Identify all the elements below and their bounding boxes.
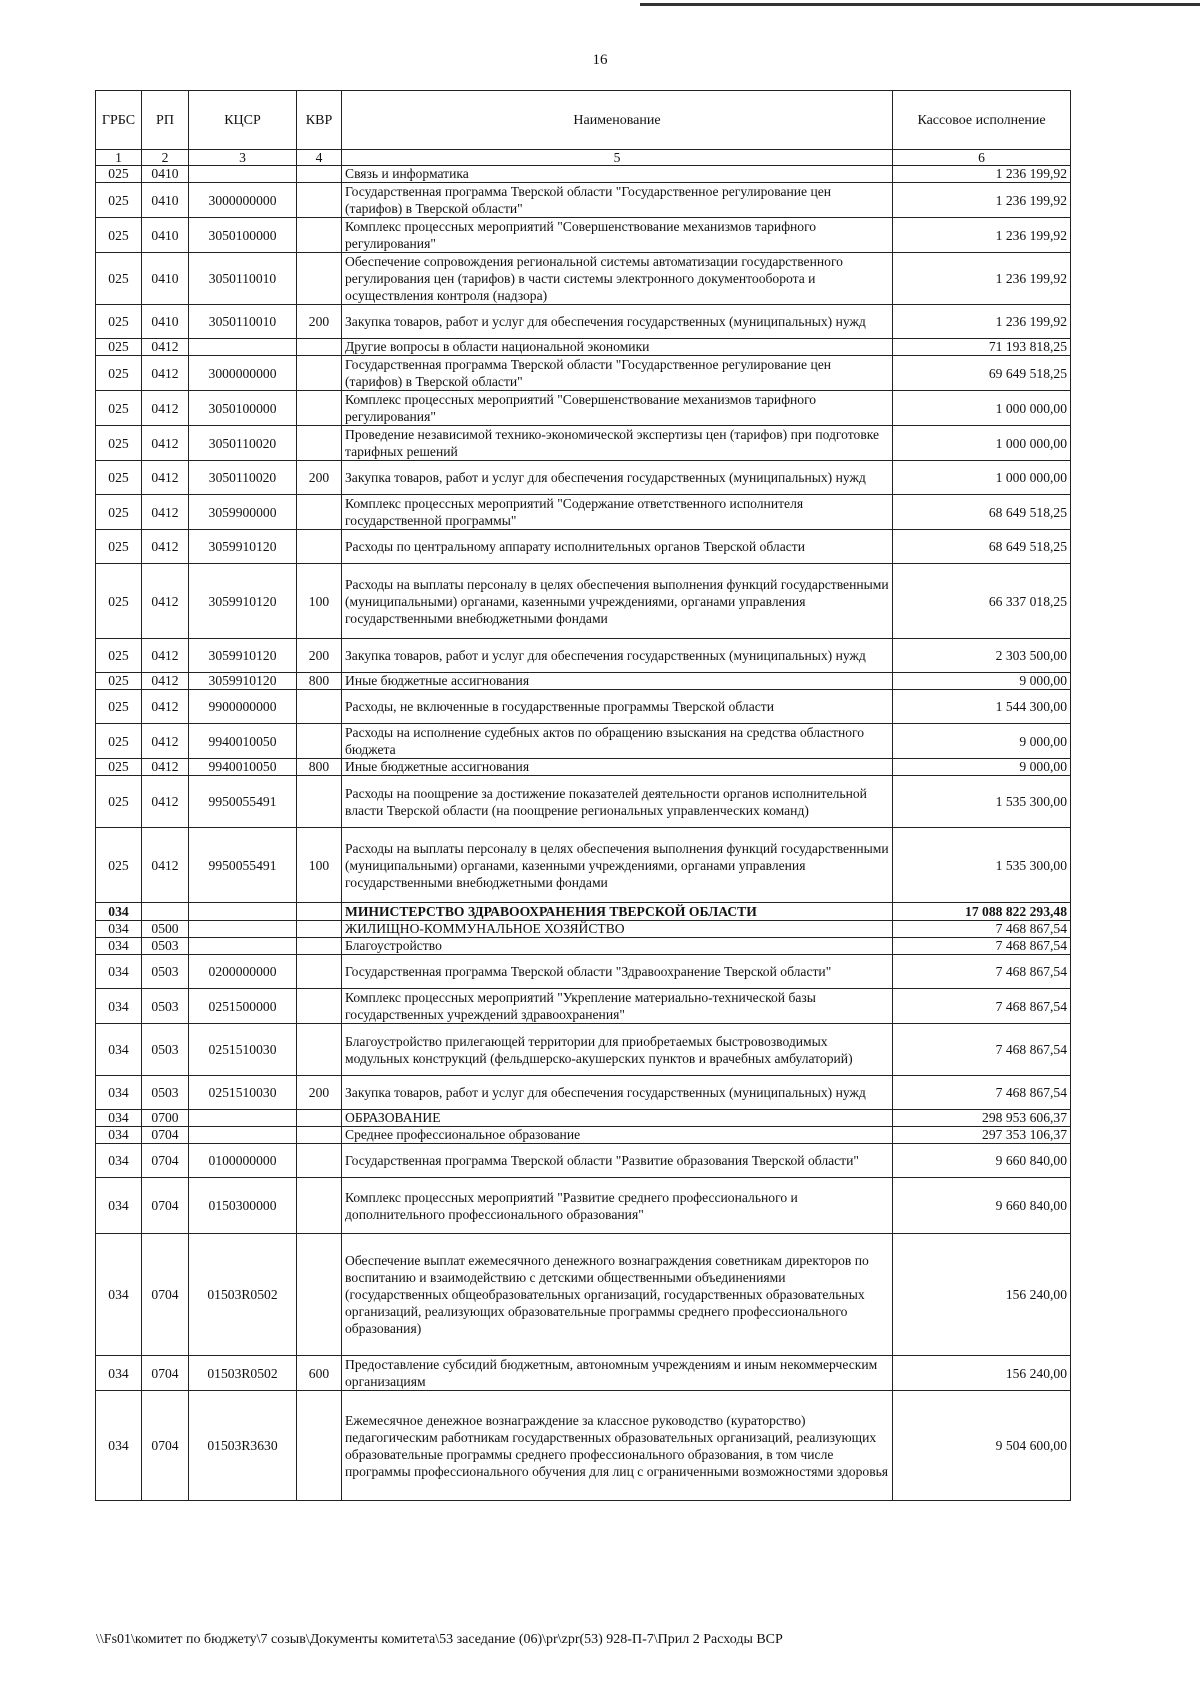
amount-cell: 1 535 300,00 (893, 828, 1071, 903)
rp-cell: 0412 (142, 426, 189, 461)
amount-cell: 2 303 500,00 (893, 639, 1071, 673)
amount-cell: 7 468 867,54 (893, 1076, 1071, 1110)
ppp-cell: 025 (96, 690, 142, 724)
column-header-name: Наименование (342, 91, 893, 150)
amount-cell: 1 535 300,00 (893, 776, 1071, 828)
kvr-cell (297, 989, 342, 1024)
name-cell: Расходы на исполнение судебных актов по обращению взыскания на средства областного бюджета (342, 724, 893, 759)
name-cell: Предоставление субсидий бюджетным, автономным учреждениям и иным некоммерческим организациям (342, 1356, 893, 1391)
name-cell: Государственная программа Тверской области "Развитие образования Тверской области" (342, 1144, 893, 1178)
amount-cell: 7 468 867,54 (893, 938, 1071, 955)
ppp-cell: 034 (96, 989, 142, 1024)
name-cell: Комплекс процессных мероприятий "Развитие среднего профессионального и дополнительного профессионального образования" (342, 1178, 893, 1234)
kvr-cell (297, 690, 342, 724)
table-row (96, 461, 1071, 495)
rp-cell: 0704 (142, 1178, 189, 1234)
column-number: 4 (297, 150, 342, 166)
name-cell: Расходы на поощрение за достижение показателей деятельности органов исполнительной власти Тверской области (на поощрение региональных управленческих команд) (342, 776, 893, 828)
amount-cell: 1 000 000,00 (893, 461, 1071, 495)
table-row (96, 183, 1071, 218)
ppp-cell: 034 (96, 1127, 142, 1144)
rp-cell: 0410 (142, 183, 189, 218)
ppp-cell: 025 (96, 724, 142, 759)
kvr-cell (297, 724, 342, 759)
scan-edge-line (640, 3, 1200, 6)
kvr-cell (297, 253, 342, 305)
kvr-cell (297, 356, 342, 391)
name-cell: Закупка товаров, работ и услуг для обеспечения государственных (муниципальных) нужд (342, 1076, 893, 1110)
amount-cell: 156 240,00 (893, 1234, 1071, 1356)
rp-cell: 0412 (142, 828, 189, 903)
ppp-cell: 025 (96, 166, 142, 183)
kcsr-cell: 9940010050 (189, 724, 297, 759)
ppp-cell: 025 (96, 530, 142, 564)
kvr-cell (297, 776, 342, 828)
table-row (96, 564, 1071, 639)
rp-cell: 0704 (142, 1144, 189, 1178)
kcsr-cell: 0251510030 (189, 1024, 297, 1076)
kcsr-cell: 3059900000 (189, 495, 297, 530)
rp-cell: 0410 (142, 218, 189, 253)
table-row (96, 759, 1071, 776)
amount-cell: 7 468 867,54 (893, 1024, 1071, 1076)
ppp-cell: 025 (96, 639, 142, 673)
kcsr-cell: 3050100000 (189, 391, 297, 426)
table-row (96, 724, 1071, 759)
ppp-cell: 034 (96, 1234, 142, 1356)
table-row (96, 1076, 1071, 1110)
name-cell: Другие вопросы в области национальной экономики (342, 339, 893, 356)
amount-cell: 9 000,00 (893, 724, 1071, 759)
rp-cell: 0704 (142, 1356, 189, 1391)
amount-cell: 9 000,00 (893, 759, 1071, 776)
table-row (96, 391, 1071, 426)
amount-cell: 1 236 199,92 (893, 305, 1071, 339)
rp-cell: 0503 (142, 938, 189, 955)
name-cell: Государственная программа Тверской области "Государственное регулирование цен (тарифов) в Тверской области" (342, 183, 893, 218)
table-row (96, 828, 1071, 903)
table-row (96, 1127, 1071, 1144)
kcsr-cell (189, 921, 297, 938)
amount-cell: 1 236 199,92 (893, 166, 1071, 183)
column-number: 5 (342, 150, 893, 166)
ppp-cell: 034 (96, 1144, 142, 1178)
rp-cell: 0700 (142, 1110, 189, 1127)
kcsr-cell: 3059910120 (189, 639, 297, 673)
name-cell: Расходы по центральному аппарату исполнительных органов Тверской области (342, 530, 893, 564)
kcsr-cell (189, 1110, 297, 1127)
rp-cell: 0412 (142, 339, 189, 356)
column-numbers-row (96, 150, 1071, 166)
kcsr-cell: 0150300000 (189, 1178, 297, 1234)
rp-cell: 0500 (142, 921, 189, 938)
kvr-cell (297, 391, 342, 426)
kcsr-cell: 3050110010 (189, 305, 297, 339)
ppp-cell: 034 (96, 1356, 142, 1391)
table-row (96, 639, 1071, 673)
name-cell: ОБРАЗОВАНИЕ (342, 1110, 893, 1127)
column-header-kcsr: КЦСР (189, 91, 297, 150)
name-cell: Комплекс процессных мероприятий "Совершенствование механизмов тарифного регулирования" (342, 218, 893, 253)
ppp-cell: 034 (96, 955, 142, 989)
name-cell: МИНИСТЕРСТВО ЗДРАВООХРАНЕНИЯ ТВЕРСКОЙ ОБЛАСТИ (342, 903, 893, 921)
rp-cell: 0412 (142, 776, 189, 828)
rp-cell: 0503 (142, 955, 189, 989)
name-cell: Расходы, не включенные в государственные программы Тверской области (342, 690, 893, 724)
amount-cell: 9 660 840,00 (893, 1178, 1071, 1234)
ppp-cell: 025 (96, 183, 142, 218)
table-row (96, 166, 1071, 183)
amount-cell: 71 193 818,25 (893, 339, 1071, 356)
table-row (96, 305, 1071, 339)
kvr-cell (297, 339, 342, 356)
kvr-cell (297, 1127, 342, 1144)
ppp-cell: 025 (96, 218, 142, 253)
budget-table (95, 90, 1071, 1501)
kcsr-cell (189, 903, 297, 921)
amount-cell: 9 000,00 (893, 673, 1071, 690)
amount-cell: 9 660 840,00 (893, 1144, 1071, 1178)
column-header-amount: Кассовое исполнение (893, 91, 1071, 150)
kvr-cell (297, 1110, 342, 1127)
ppp-cell: 025 (96, 461, 142, 495)
column-number: 2 (142, 150, 189, 166)
kcsr-cell: 01503R0502 (189, 1356, 297, 1391)
amount-cell: 1 000 000,00 (893, 426, 1071, 461)
ppp-cell: 025 (96, 253, 142, 305)
rp-cell: 0412 (142, 639, 189, 673)
name-cell: Закупка товаров, работ и услуг для обеспечения государственных (муниципальных) нужд (342, 305, 893, 339)
amount-cell: 1 236 199,92 (893, 183, 1071, 218)
rp-cell: 0704 (142, 1391, 189, 1501)
kvr-cell: 200 (297, 461, 342, 495)
ppp-cell: 034 (96, 1024, 142, 1076)
name-cell: Закупка товаров, работ и услуг для обеспечения государственных (муниципальных) нужд (342, 639, 893, 673)
column-number: 3 (189, 150, 297, 166)
kvr-cell: 600 (297, 1356, 342, 1391)
kcsr-cell: 01503R0502 (189, 1234, 297, 1356)
ppp-cell: 034 (96, 938, 142, 955)
table-row (96, 218, 1071, 253)
kcsr-cell: 9900000000 (189, 690, 297, 724)
amount-cell: 298 953 606,37 (893, 1110, 1071, 1127)
column-number: 6 (893, 150, 1071, 166)
kcsr-cell: 3050110020 (189, 426, 297, 461)
kcsr-cell (189, 938, 297, 955)
kcsr-cell: 3000000000 (189, 356, 297, 391)
rp-cell: 0410 (142, 166, 189, 183)
name-cell: Государственная программа Тверской области "Здравоохранение Тверской области" (342, 955, 893, 989)
name-cell: Среднее профессиональное образование (342, 1127, 893, 1144)
rp-cell: 0503 (142, 1024, 189, 1076)
ppp-cell: 025 (96, 391, 142, 426)
amount-cell: 17 088 822 293,48 (893, 903, 1071, 921)
kcsr-cell: 3050110020 (189, 461, 297, 495)
kcsr-cell: 3059910120 (189, 564, 297, 639)
table-row (96, 426, 1071, 461)
table-row (96, 989, 1071, 1024)
rp-cell: 0412 (142, 461, 189, 495)
ppp-cell: 025 (96, 776, 142, 828)
rp-cell: 0412 (142, 564, 189, 639)
column-header-ppp: ГРБС (96, 91, 142, 150)
kvr-cell (297, 938, 342, 955)
amount-cell: 7 468 867,54 (893, 989, 1071, 1024)
name-cell: Благоустройство прилегающей территории для приобретаемых быстровозводимых модульных конструкций (фельдшерско-акушерских пунктов и врачебных амбулаторий) (342, 1024, 893, 1076)
kcsr-cell (189, 339, 297, 356)
kcsr-cell: 3000000000 (189, 183, 297, 218)
kvr-cell (297, 426, 342, 461)
name-cell: Обеспечение сопровождения региональной системы автоматизации государственного регулирования цен (тарифов) в части системы электронного документооборота и осуществления контроля (надзора) (342, 253, 893, 305)
table-row (96, 938, 1071, 955)
kcsr-cell: 3050100000 (189, 218, 297, 253)
table-row (96, 253, 1071, 305)
name-cell: Государственная программа Тверской области "Государственное регулирование цен (тарифов) в Тверской области" (342, 356, 893, 391)
kvr-cell (297, 903, 342, 921)
amount-cell: 66 337 018,25 (893, 564, 1071, 639)
name-cell: Комплекс процессных мероприятий "Укрепление материально-технической базы государственных учреждений здравоохранения" (342, 989, 893, 1024)
name-cell: Связь и информатика (342, 166, 893, 183)
kcsr-cell: 9950055491 (189, 776, 297, 828)
table-row (96, 339, 1071, 356)
ppp-cell: 034 (96, 1110, 142, 1127)
ppp-cell: 034 (96, 1076, 142, 1110)
kvr-cell (297, 183, 342, 218)
ppp-cell: 025 (96, 426, 142, 461)
ppp-cell: 034 (96, 921, 142, 938)
table-row (96, 356, 1071, 391)
table-row (96, 530, 1071, 564)
ppp-cell: 025 (96, 828, 142, 903)
kvr-cell (297, 495, 342, 530)
table-row (96, 495, 1071, 530)
rp-cell: 0410 (142, 305, 189, 339)
kvr-cell: 200 (297, 639, 342, 673)
rp-cell: 0412 (142, 530, 189, 564)
table-row (96, 903, 1071, 921)
table-header-row (96, 91, 1071, 150)
name-cell: ЖИЛИЩНО-КОММУНАЛЬНОЕ ХОЗЯЙСТВО (342, 921, 893, 938)
amount-cell: 156 240,00 (893, 1356, 1071, 1391)
ppp-cell: 025 (96, 759, 142, 776)
amount-cell: 69 649 518,25 (893, 356, 1071, 391)
ppp-cell: 025 (96, 564, 142, 639)
kcsr-cell: 0100000000 (189, 1144, 297, 1178)
name-cell: Благоустройство (342, 938, 893, 955)
table-row (96, 1024, 1071, 1076)
kcsr-cell: 0251500000 (189, 989, 297, 1024)
amount-cell: 297 353 106,37 (893, 1127, 1071, 1144)
column-header-kvr: КВР (297, 91, 342, 150)
table-row (96, 673, 1071, 690)
kcsr-cell: 3059910120 (189, 673, 297, 690)
rp-cell: 0412 (142, 356, 189, 391)
ppp-cell: 025 (96, 673, 142, 690)
kvr-cell (297, 1391, 342, 1501)
rp-cell: 0412 (142, 673, 189, 690)
kvr-cell (297, 1144, 342, 1178)
kcsr-cell (189, 166, 297, 183)
rp-cell: 0412 (142, 759, 189, 776)
ppp-cell: 025 (96, 339, 142, 356)
rp-cell: 0412 (142, 495, 189, 530)
table-row (96, 1144, 1071, 1178)
kvr-cell: 200 (297, 305, 342, 339)
amount-cell: 1 000 000,00 (893, 391, 1071, 426)
kvr-cell: 800 (297, 759, 342, 776)
name-cell: Комплекс процессных мероприятий "Совершенствование механизмов тарифного регулирования" (342, 391, 893, 426)
table-row (96, 955, 1071, 989)
kvr-cell: 200 (297, 1076, 342, 1110)
ppp-cell: 034 (96, 903, 142, 921)
ppp-cell: 025 (96, 305, 142, 339)
ppp-cell: 025 (96, 495, 142, 530)
amount-cell: 7 468 867,54 (893, 921, 1071, 938)
column-header-rp: РП (142, 91, 189, 150)
kvr-cell (297, 1024, 342, 1076)
table-row (96, 690, 1071, 724)
amount-cell: 68 649 518,25 (893, 530, 1071, 564)
amount-cell: 1 544 300,00 (893, 690, 1071, 724)
table-row (96, 776, 1071, 828)
ppp-cell: 034 (96, 1178, 142, 1234)
name-cell: Иные бюджетные ассигнования (342, 759, 893, 776)
table-row (96, 1356, 1071, 1391)
ppp-cell: 034 (96, 1391, 142, 1501)
amount-cell: 7 468 867,54 (893, 955, 1071, 989)
kcsr-cell: 3050110010 (189, 253, 297, 305)
rp-cell: 0410 (142, 253, 189, 305)
amount-cell: 1 236 199,92 (893, 218, 1071, 253)
table-row (96, 1110, 1071, 1127)
table-row (96, 921, 1071, 938)
kcsr-cell: 0251510030 (189, 1076, 297, 1110)
kvr-cell (297, 1234, 342, 1356)
kvr-cell (297, 218, 342, 253)
name-cell: Комплекс процессных мероприятий "Содержание ответственного исполнителя государственной программы" (342, 495, 893, 530)
table-row (96, 1391, 1071, 1501)
kvr-cell (297, 166, 342, 183)
rp-cell: 0704 (142, 1234, 189, 1356)
kvr-cell (297, 530, 342, 564)
kvr-cell: 800 (297, 673, 342, 690)
table-row (96, 1234, 1071, 1356)
kcsr-cell: 9950055491 (189, 828, 297, 903)
page-number: 16 (592, 52, 608, 68)
rp-cell: 0412 (142, 724, 189, 759)
rp-cell: 0412 (142, 391, 189, 426)
rp-cell: 0704 (142, 1127, 189, 1144)
kvr-cell (297, 921, 342, 938)
rp-cell: 0503 (142, 989, 189, 1024)
rp-cell: 0503 (142, 1076, 189, 1110)
kcsr-cell: 9940010050 (189, 759, 297, 776)
kvr-cell (297, 1178, 342, 1234)
kcsr-cell (189, 1127, 297, 1144)
footer-file-path: \\Fs01\комитет по бюджету\7 созыв\Документы комитета\53 заседание (06)\pr\zpr(53) 928-П-7\Прил 2 Расходы ВСР (96, 1632, 783, 1647)
amount-cell: 9 504 600,00 (893, 1391, 1071, 1501)
ppp-cell: 025 (96, 356, 142, 391)
kvr-cell: 100 (297, 564, 342, 639)
kcsr-cell: 3059910120 (189, 530, 297, 564)
name-cell: Проведение независимой технико-экономической экспертизы цен (тарифов) при подготовке тарифных решений (342, 426, 893, 461)
table-row (96, 1178, 1071, 1234)
name-cell: Расходы на выплаты персоналу в целях обеспечения выполнения функций государственными (муниципальными) органами, казенными учреждениями, органами управления государственными внебюджетными фондами (342, 828, 893, 903)
rp-cell: 0412 (142, 690, 189, 724)
kcsr-cell: 01503R3630 (189, 1391, 297, 1501)
column-number: 1 (96, 150, 142, 166)
name-cell: Обеспечение выплат ежемесячного денежного вознаграждения советникам директоров по воспитанию и взаимодействию с детскими общественными объединениями (государственных общеобразовательных организаций, государственных образовательных организаций, реализующих образовательные программы среднего профессионального образования) (342, 1234, 893, 1356)
name-cell: Ежемесячное денежное вознаграждение за классное руководство (кураторство) педагогическим работникам государственных образовательных организаций, реализующих образовательные программы среднего профессионального образования, в том числе программы профессионального обучения для лиц с ограниченными возможностями здоровья (342, 1391, 893, 1501)
rp-cell (142, 903, 189, 921)
kvr-cell (297, 955, 342, 989)
name-cell: Закупка товаров, работ и услуг для обеспечения государственных (муниципальных) нужд (342, 461, 893, 495)
amount-cell: 1 236 199,92 (893, 253, 1071, 305)
name-cell: Расходы на выплаты персоналу в целях обеспечения выполнения функций государственными (муниципальными) органами, казенными учреждениями, органами управления государственными внебюджетными фондами (342, 564, 893, 639)
amount-cell: 68 649 518,25 (893, 495, 1071, 530)
kcsr-cell: 0200000000 (189, 955, 297, 989)
kvr-cell: 100 (297, 828, 342, 903)
name-cell: Иные бюджетные ассигнования (342, 673, 893, 690)
